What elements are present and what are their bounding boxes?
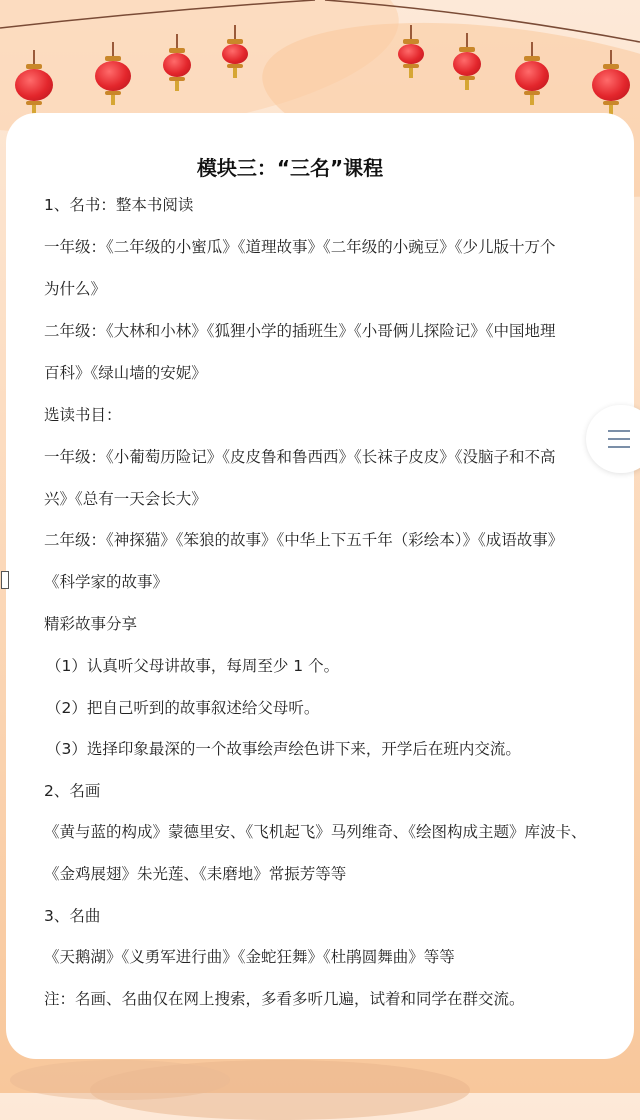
text-line: （1）认真听父母讲故事，每周至少 1 个。 [46, 657, 340, 675]
text-line: 3、名曲 [44, 907, 101, 925]
text-line: 《天鹅湖》《义勇军进行曲》《金蛇狂舞》《杜鹃圆舞曲》等等 [44, 948, 455, 966]
lantern-icon [163, 34, 191, 91]
text-line: 1、名书：整本书阅读 [44, 196, 194, 214]
text-line: （3）选择印象最深的一个故事绘声绘色讲下来，开学后在班内交流。 [46, 740, 521, 758]
lantern-icon [592, 50, 630, 115]
text-line: 一年级：《二年级的小蜜瓜》《道理故事》《二年级的小豌豆》《少儿版十万个 [44, 238, 556, 256]
hamburger-menu-icon [608, 430, 630, 432]
text-line: 注：名画、名曲仅在网上搜索，多看多听几遍，试着和同学在群交流。 [44, 990, 525, 1008]
side-marker [1, 571, 9, 589]
lantern-icon [95, 42, 131, 105]
text-line: 百科》《绿山墙的安妮》 [44, 364, 207, 382]
hamburger-menu-icon [608, 446, 630, 448]
text-line: 《黄与蓝的构成》蒙德里安、《飞机起飞》马列维奇、《绘图构成主题》库波卡、 [44, 823, 587, 841]
text-line: （2）把自己听到的故事叙述给父母听。 [46, 699, 320, 717]
text-line: 为什么》 [44, 280, 107, 298]
hamburger-menu-icon [608, 438, 630, 440]
text-line: 精彩故事分享 [44, 615, 138, 633]
lantern-icon [515, 42, 549, 105]
text-line: 《科学家的故事》 [44, 573, 169, 591]
lantern-icon [15, 50, 53, 115]
text-line: 选读书目： [44, 406, 122, 424]
text-line: 二年级：《大林和小林》《狐狸小学的插班生》《小哥俩儿探险记》《中国地理 [44, 322, 556, 340]
text-line: 《金鸡展翅》朱光莲、《耒磨地》常振芳等等 [44, 865, 347, 883]
lantern-icon [398, 25, 424, 78]
text-line: 兴》《总有一天会长大》 [44, 490, 207, 508]
page-title: 模块三：“三名”课程 [196, 156, 384, 180]
lantern-icon [222, 25, 248, 78]
lantern-icon [453, 33, 481, 90]
background-swoosh [10, 1060, 230, 1100]
text-line: 二年级：《神探猫》《笨狼的故事》《中华上下五千年（彩绘本）》《成语故事》 [44, 531, 564, 549]
text-line: 2、名画 [44, 782, 101, 800]
text-line: 一年级：《小葡萄历险记》《皮皮鲁和鲁西西》《长袜子皮皮》《没脑子和不高 [44, 448, 556, 466]
